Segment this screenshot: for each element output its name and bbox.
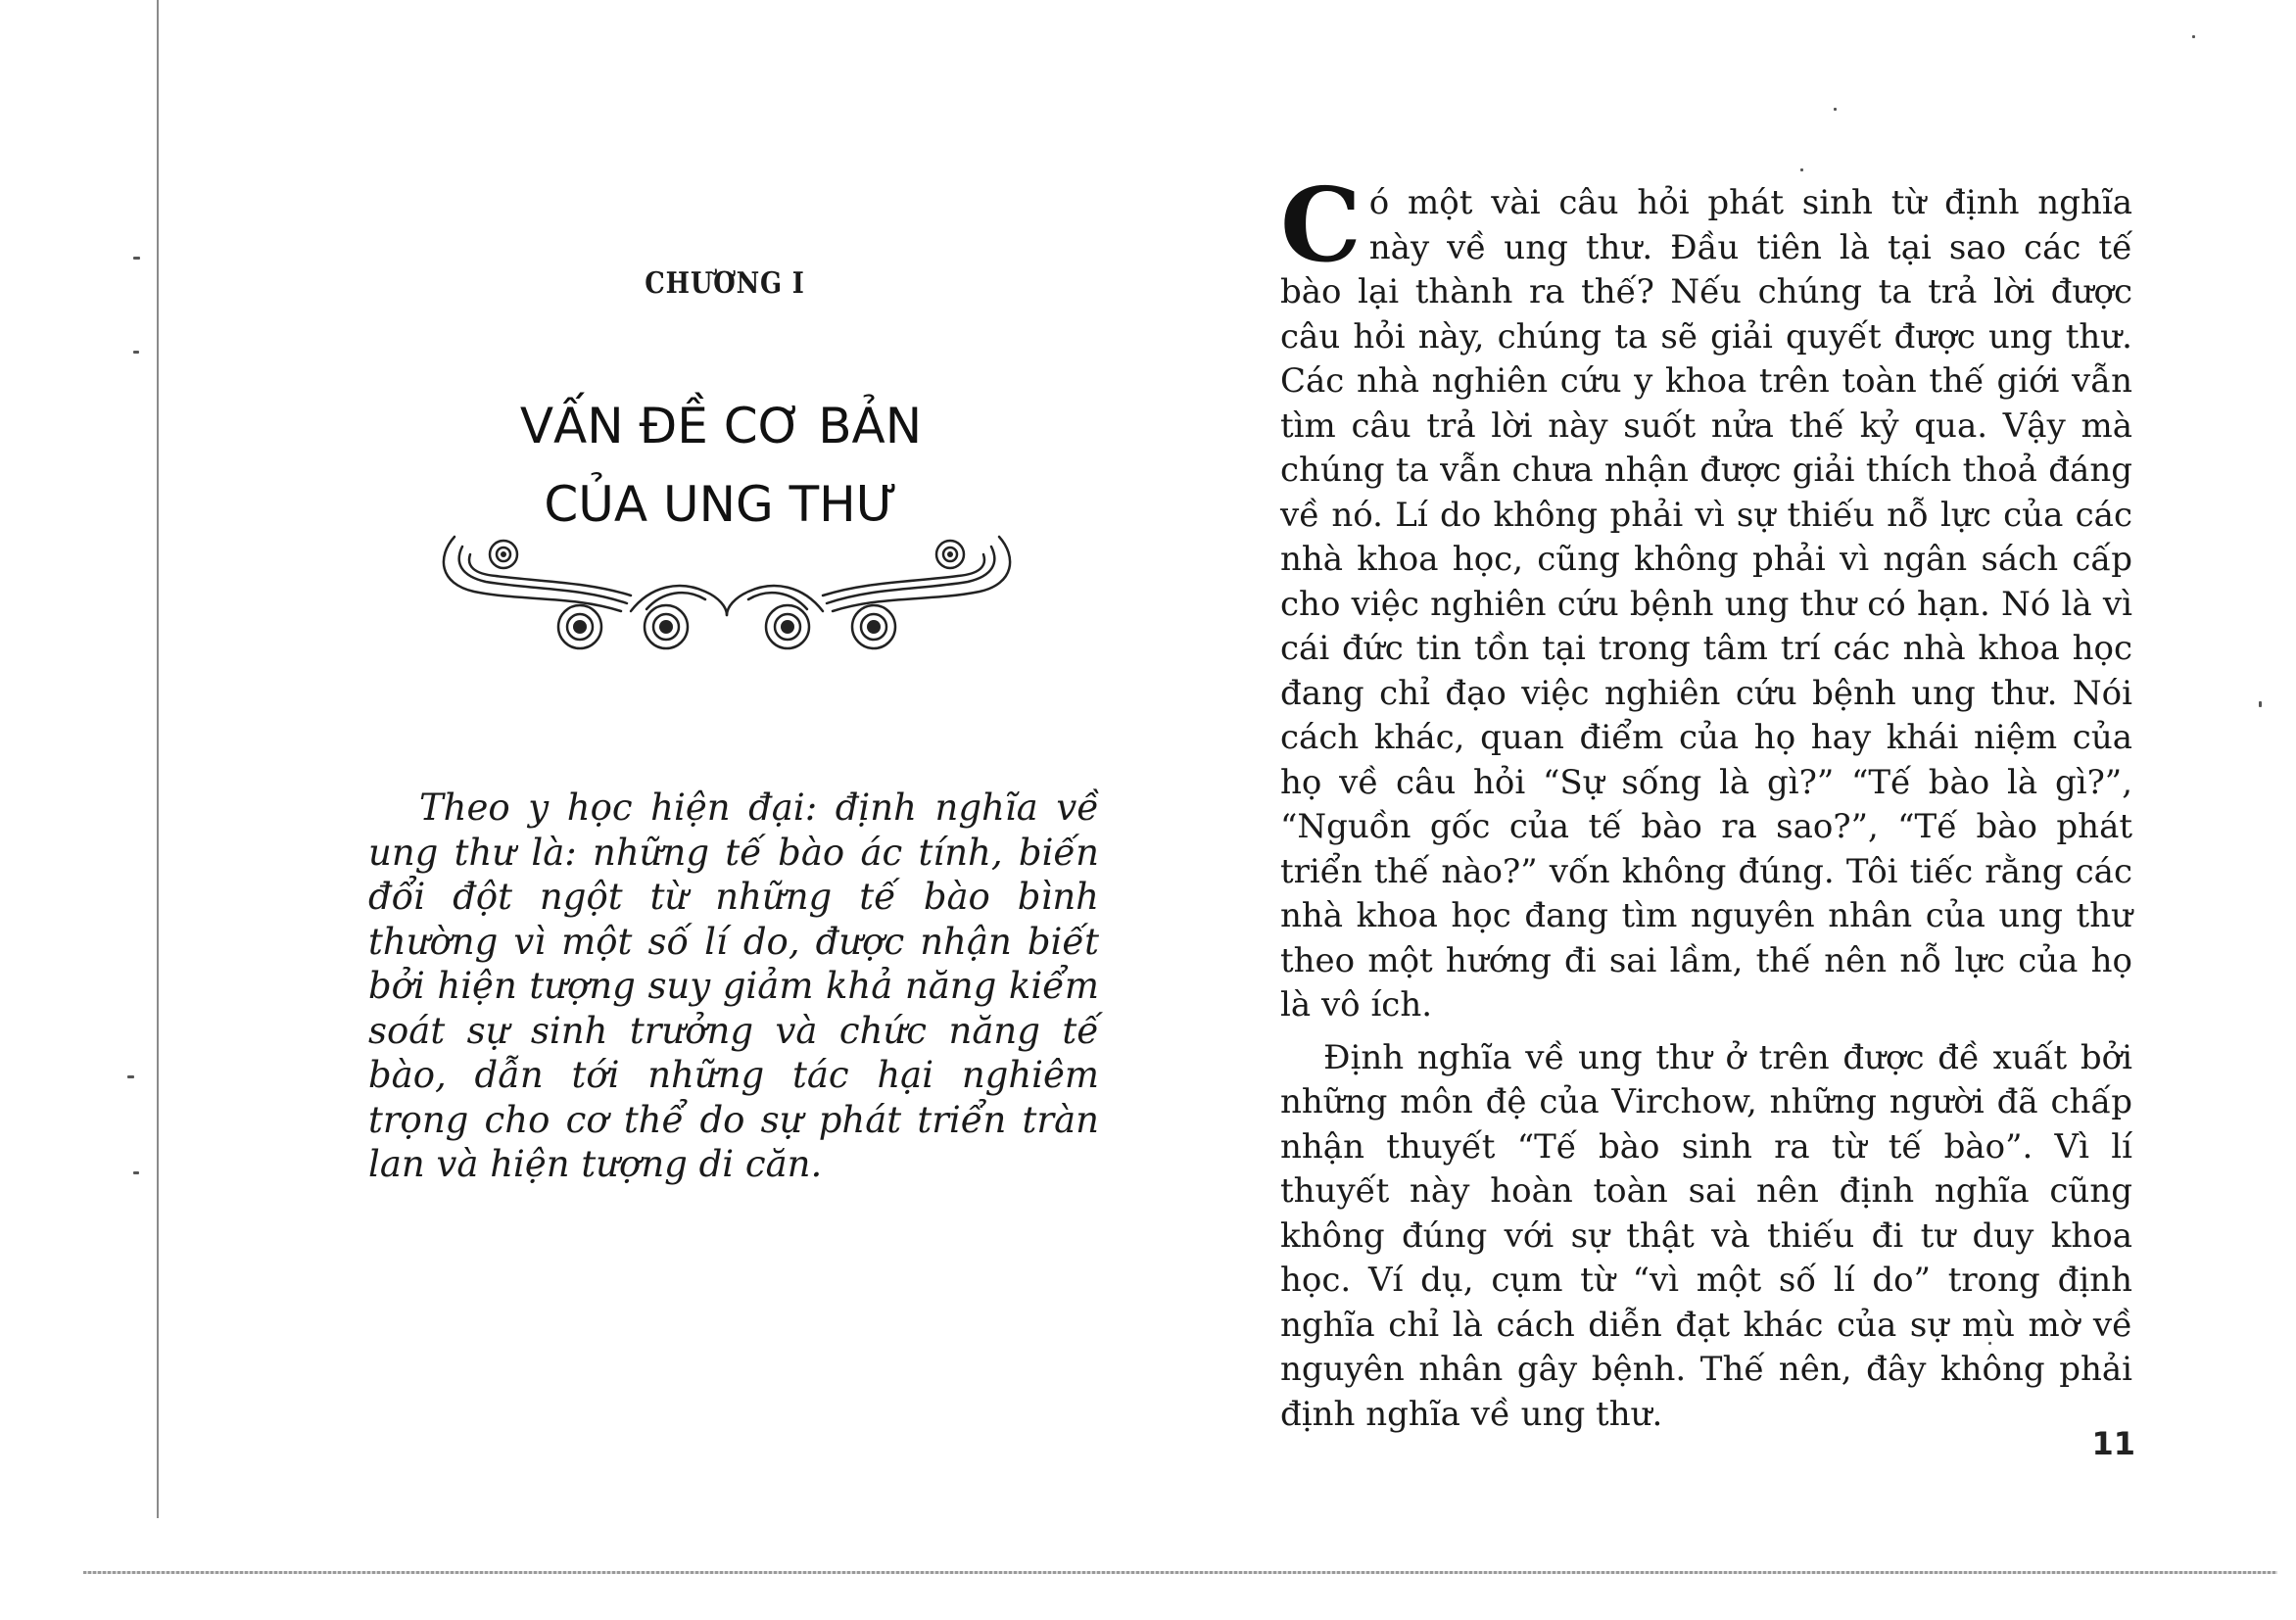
chapter-label: CHƯƠNG I bbox=[645, 266, 805, 301]
drop-cap: C bbox=[1280, 165, 1362, 285]
chapter-title-line-1: VẤN ĐỀ CƠ BẢN bbox=[519, 398, 923, 454]
scan-speck bbox=[133, 257, 140, 260]
right-page-body bbox=[1280, 165, 2132, 1437]
scan-speck bbox=[1834, 108, 1837, 111]
paragraph-1 bbox=[1280, 165, 2132, 1028]
paragraph-2: Định nghĩa về ung thư ở trên được đề xuất bởi những môn đệ của Virchow, những người đã chấp nhận thuyết “Tế bào sinh ra từ tế bào”. Vì lí thuyết này hoàn toàn sai nên định nghĩa cũng không đúng với sự thật và thiếu đi tư duy khoa học. Ví dụ, cụm từ “vì một số lí do” trong định nghĩa chỉ là cách diễn đạt khác của sự mù mờ về nguyên nhân gây bệnh. Thế nên, đây không phải định nghĩa về ung thư. bbox=[1280, 1037, 2132, 1434]
scan-speck bbox=[127, 1075, 134, 1078]
book-gutter-line bbox=[157, 0, 159, 1518]
scan-speck bbox=[2259, 701, 2262, 707]
epigraph-definition: Theo y học hiện đại: định nghĩa về ung thư là: những tế bào ác tính, biến đổi đột ngột từ những tế bào bình thường vì một số lí do, được nhận biết bởi hiện tượng suy giảm khả năng kiểm soát sự sinh trưởng và chức năng tế bào, dẫn tới những tác hại nghiêm trọng cho cơ thể do sự phát triển tràn lan và hiện tượng di căn. bbox=[368, 786, 1099, 1185]
scan-speck bbox=[133, 351, 139, 354]
scan-speck bbox=[1800, 168, 1803, 171]
page-bottom-edge bbox=[83, 1571, 2277, 1574]
paragraph-1-text: ó một vài câu hỏi phát sinh từ định nghĩa này về ung thư. Đầu tiên là tại sao các tế bào lại thành ra thế? Nếu chúng ta trả lời được câu hỏi này, chúng ta sẽ giải quyết được ung thư. Các nhà nghiên cứu y khoa trên toàn thế giới vẫn tìm câu trả lời này suốt nửa thế kỷ qua. Vậy mà chúng ta vẫn chưa nhận được giải thích thoả đáng về nó. Lí do không phải vì sự thiếu nỗ lực của các nhà khoa học, cũng không phải vì ngân sách cấp cho việc nghiên cứu bệnh ung thư có hạn. Nó là vì cái đức tin tồn tại trong tâm trí các nhà khoa học đang chỉ đạo việc nghiên cứu bệnh ung thư. Nói cách khác, quan điểm của họ hay khái niệm của họ về câu hỏi “Sự sống là gì?” “Tế bào là gì?”, “Nguồn gốc của tế bào ra sao?”, “Tế bào phát triển thế nào?” vốn không đúng. Tôi tiếc rằng các nhà khoa học đang tìm nguyên nhân của ung thư theo một hướng đi sai lầm, thế nên nỗ lực của họ là vô ích. bbox=[1280, 183, 2132, 1024]
page-number: 11 bbox=[2091, 1425, 2135, 1462]
chapter-title-line-2: CỦA UNG THƯ bbox=[544, 476, 898, 533]
scan-speck bbox=[133, 1171, 139, 1174]
scan-speck bbox=[2192, 35, 2195, 38]
